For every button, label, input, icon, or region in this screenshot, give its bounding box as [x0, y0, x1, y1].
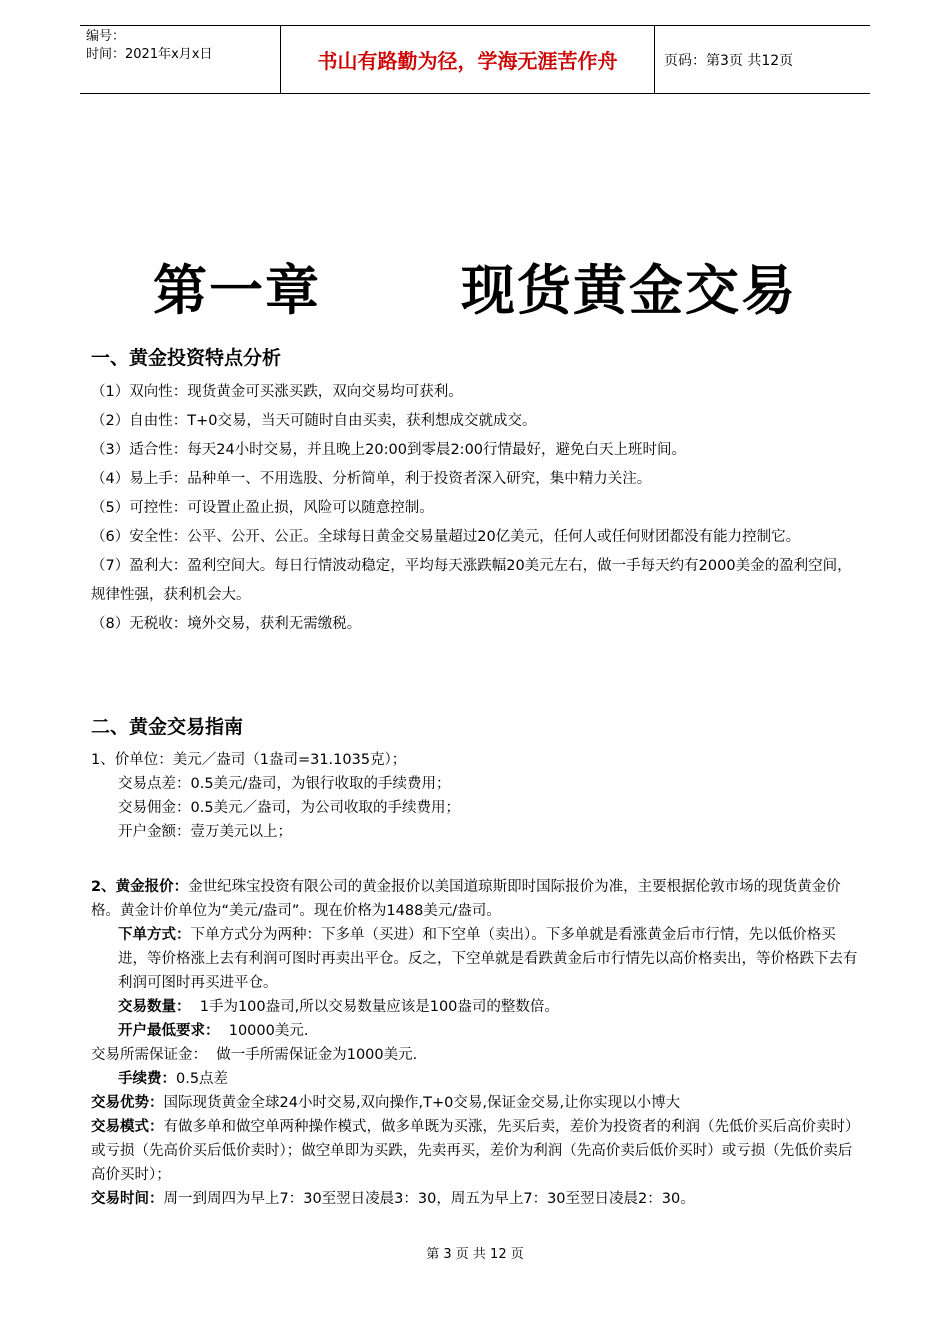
list-item: （1）双向性：现货黄金可买涨买跌，双向交易均可获利。	[91, 384, 463, 400]
order-label: 下单方式：	[118, 927, 191, 943]
unit-line: 1、价单位：美元／盎司（1盎司=31.1035克）；	[91, 752, 407, 768]
adv-text: 国际现货黄金全球24小时交易,双向操作,T+0交易,保证金交易,让你实现以小博大	[163, 1095, 681, 1111]
margin-line	[91, 1043, 861, 1067]
section1-list	[91, 378, 861, 639]
header-meta	[80, 26, 281, 93]
chapter-number: 第一章	[153, 258, 321, 322]
list-item: （6）安全性：公平、公开、公正。全球每日黄金交易量超过20亿美元，任何人或任何财团都没有能力控制它。	[91, 529, 801, 545]
list-item: （2）自由性：T+0交易，当天可随时自由买卖，获利想成交就成交。	[91, 413, 537, 429]
mode-text: 有做多单和做空单两种操作模式，做多单既为买涨，先买后卖，差价为投资者的利润（先低价买后高价卖时）或亏损（先高价买后低价卖时）；做空单即为买跌，先卖再买，差价为利润（先高价卖后低价买时）或亏损（先低价卖后高价买时）；	[91, 1119, 860, 1183]
time-label: 时间：2021年x月x日	[86, 47, 213, 62]
quote-label: 2、黄金报价：	[91, 879, 189, 895]
number-label: 编号：	[86, 29, 126, 44]
unit-block	[91, 748, 861, 844]
page-header	[80, 25, 870, 94]
time-line	[91, 1187, 861, 1211]
mode-label: 交易模式：	[91, 1119, 164, 1135]
min-text: 10000美元.	[228, 1023, 309, 1039]
adv-label: 交易优势：	[91, 1095, 164, 1111]
fee-label: 手续费：	[118, 1071, 176, 1087]
list-item: （4）易上手：品种单一、不用选股、分析简单，利于投资者深入研究，集中精力关注。	[91, 471, 652, 487]
page-footer: 第 3 页 共 12 页	[426, 1247, 524, 1262]
time-text: 周一到周四为早上7：30至翌日凌晨3：30，周五为早上7：30至翌日凌晨2：30。	[163, 1191, 695, 1207]
margin-text: 做一手所需保证金为1000美元.	[216, 1047, 418, 1063]
section2-heading: 二、黄金交易指南	[91, 716, 244, 738]
commission-line: 交易佣金：0.5美元／盎司，为公司收取的手续费用；	[118, 800, 461, 816]
margin-label: 交易所需保证金：	[91, 1047, 207, 1063]
spread-line: 交易点差：0.5美元/盎司，为银行收取的手续费用；	[118, 776, 451, 792]
fee-text: 0.5点差	[176, 1071, 229, 1087]
details-block	[91, 875, 861, 1211]
header-motto: 书山有路勤为径，学海无涯苦作舟	[281, 26, 655, 93]
fee-line	[91, 1067, 861, 1091]
mode-paragraph	[91, 1115, 861, 1187]
quote-text: 金世纪珠宝投资有限公司的黄金报价以美国道琼斯即时国际报价为准，主要根据伦敦市场的现货黄金价格。黄金计价单位为“美元/盎司”。现在价格为1488美元/盎司。	[91, 879, 841, 919]
chapter-title	[0, 248, 950, 325]
order-paragraph	[91, 923, 861, 995]
list-item: （7）盈利大：盈利空间大。每日行情波动稳定，平均每天涨跌幅20美元左右，做一手每天约有2000美金的盈利空间，规律性强，获利机会大。	[91, 558, 852, 603]
quote-paragraph	[91, 875, 861, 923]
time-label-trading: 交易时间：	[91, 1191, 164, 1207]
qty-label: 交易数量：	[118, 999, 191, 1015]
list-item: （3）适合性：每天24小时交易，并且晚上20:00到零晨2:00行情最好，避免白天上班时间。	[91, 442, 687, 458]
chapter-name: 现货黄金交易	[461, 258, 797, 322]
adv-line	[91, 1091, 861, 1115]
section1-heading: 一、黄金投资特点分析	[91, 347, 282, 369]
min-label: 开户最低要求：	[118, 1023, 220, 1039]
qty-text: 1手为100盎司,所以交易数量应该是100盎司的整数倍。	[199, 999, 559, 1015]
list-item: （5）可控性：可设置止盈止损，风险可以随意控制。	[91, 500, 434, 516]
header-page-info: 页码：第3页 共12页	[664, 52, 794, 69]
qty-line	[91, 995, 861, 1019]
order-text: 下单方式分为两种：下多单（买进）和下空单（卖出）。下多单就是看涨黄金后市行情，先以低价格买进，等价格涨上去有利润可图时再卖出平仓。反之，下空单就是看跌黄金后市行情先以高价格卖出，等价格跌下去有利润可图时再买进平仓。	[118, 927, 858, 991]
list-item: （8）无税收：境外交易，获利无需缴税。	[91, 616, 362, 632]
min-line	[91, 1019, 861, 1043]
account-min-line: 开户金额：壹万美元以上；	[118, 824, 292, 840]
